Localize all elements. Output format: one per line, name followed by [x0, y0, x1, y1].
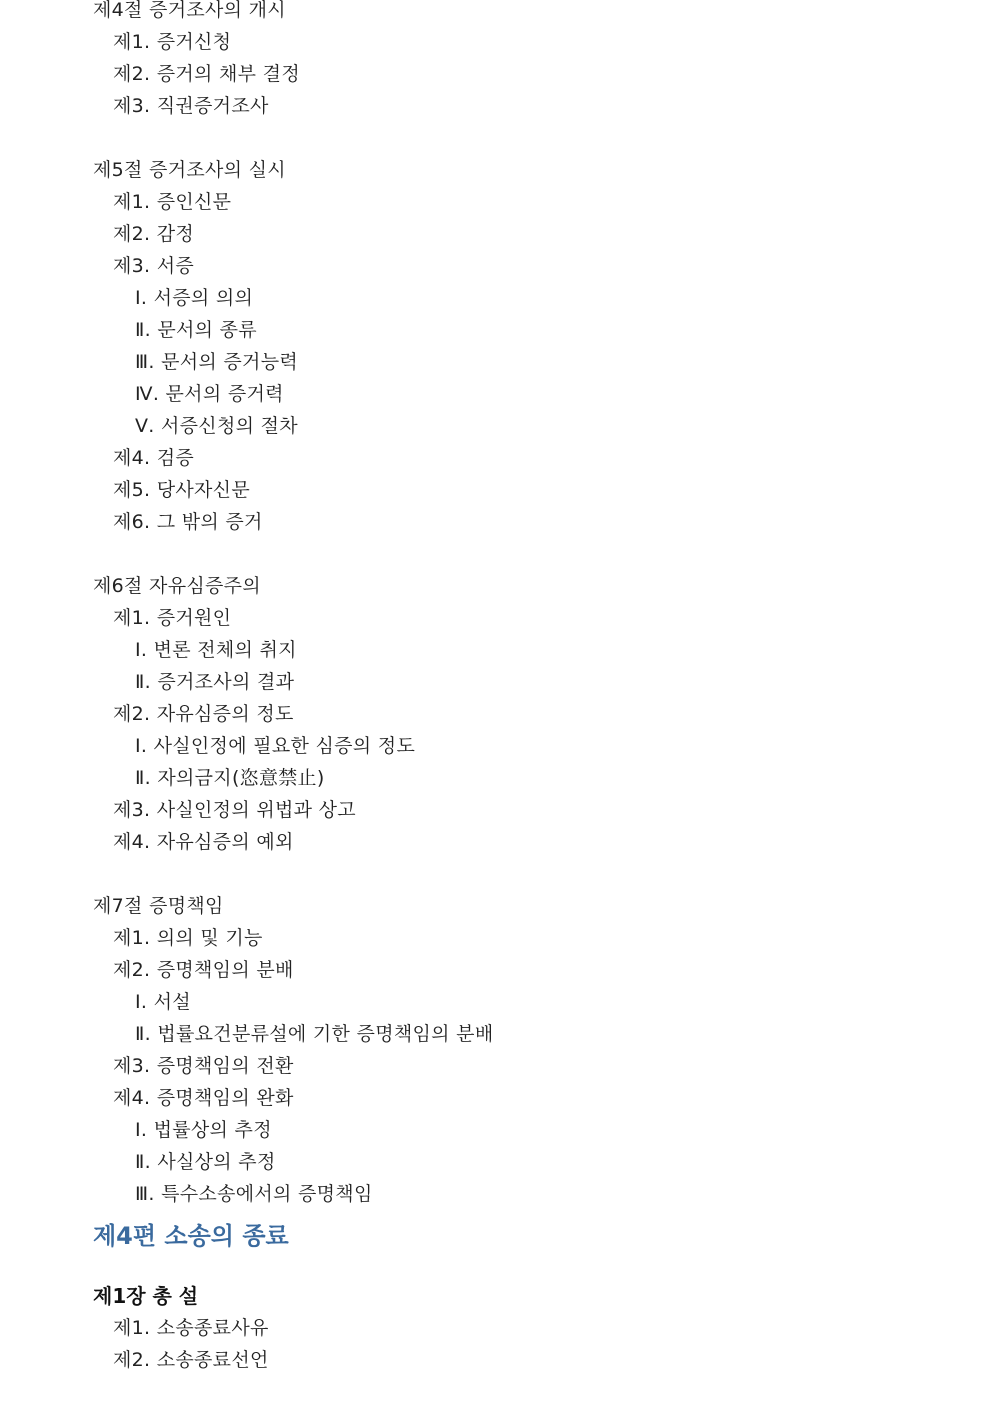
section-title-6: 제6절 자유심증주의 [93, 575, 261, 597]
toc-item: 제4. 검증 [113, 447, 195, 469]
chapter-title: 제1장 총 설 [93, 1284, 199, 1308]
toc-subitem: Ⅴ. 서증신청의 절차 [135, 415, 298, 437]
toc-subitem: Ⅳ. 문서의 증거력 [135, 383, 284, 405]
toc-item: 제2. 증거의 채부 결정 [113, 63, 300, 85]
toc-item: 제1. 소송종료사유 [113, 1317, 269, 1339]
toc-subitem: Ⅰ. 사실인정에 필요한 심증의 정도 [135, 735, 416, 757]
toc-item: 제6. 그 밖의 증거 [113, 511, 263, 533]
toc-subitem: Ⅰ. 법률상의 추정 [135, 1119, 272, 1141]
toc-item: 제2. 증명책임의 분배 [113, 959, 294, 981]
toc-item: 제5. 당사자신문 [113, 479, 250, 501]
toc-item: 제3. 사실인정의 위법과 상고 [113, 799, 356, 821]
toc-item: 제1. 의의 및 기능 [113, 927, 263, 949]
toc-subitem: Ⅰ. 서증의 의의 [135, 287, 254, 309]
toc-subitem: Ⅰ. 서설 [135, 991, 191, 1013]
section-title-7: 제7절 증명책임 [93, 895, 224, 917]
toc-item: 제3. 증명책임의 전환 [113, 1055, 294, 1077]
toc-item: 제1. 증거원인 [113, 607, 232, 629]
toc-subitem: Ⅱ. 법률요건분류설에 기한 증명책임의 분배 [135, 1023, 494, 1045]
part-heading: 제4편 소송의 종료 [93, 1222, 289, 1250]
spacer [93, 858, 953, 890]
toc-item: 제2. 자유심증의 정도 [113, 703, 294, 725]
toc-item: 제1. 증거신청 [113, 31, 232, 53]
toc-subitem: Ⅱ. 문서의 종류 [135, 319, 257, 341]
toc-item: 제2. 소송종료선언 [113, 1349, 269, 1371]
toc-subitem: Ⅲ. 문서의 증거능력 [135, 351, 298, 373]
toc-item: 제4. 증명책임의 완화 [113, 1087, 294, 1109]
toc-item: 제1. 증인신문 [113, 191, 232, 213]
toc-subitem: Ⅲ. 특수소송에서의 증명책임 [135, 1183, 373, 1205]
spacer [93, 122, 953, 154]
toc-item: 제4. 자유심증의 예외 [113, 831, 294, 853]
toc-item: 제3. 직권증거조사 [113, 95, 269, 117]
toc-subitem: Ⅱ. 사실상의 추정 [135, 1151, 276, 1173]
section-title-5: 제5절 증거조사의 실시 [93, 159, 286, 181]
toc-subitem: Ⅱ. 증거조사의 결과 [135, 671, 295, 693]
table-of-contents [93, 0, 953, 1376]
toc-item: 제3. 서증 [113, 255, 195, 277]
toc-item: 제2. 감정 [113, 223, 195, 245]
toc-subitem: Ⅰ. 변론 전체의 취지 [135, 639, 297, 661]
toc-subitem: Ⅱ. 자의금지(恣意禁止) [135, 767, 325, 789]
spacer [93, 538, 953, 570]
section-title-4: 제4절 증거조사의 개시 [93, 0, 286, 21]
